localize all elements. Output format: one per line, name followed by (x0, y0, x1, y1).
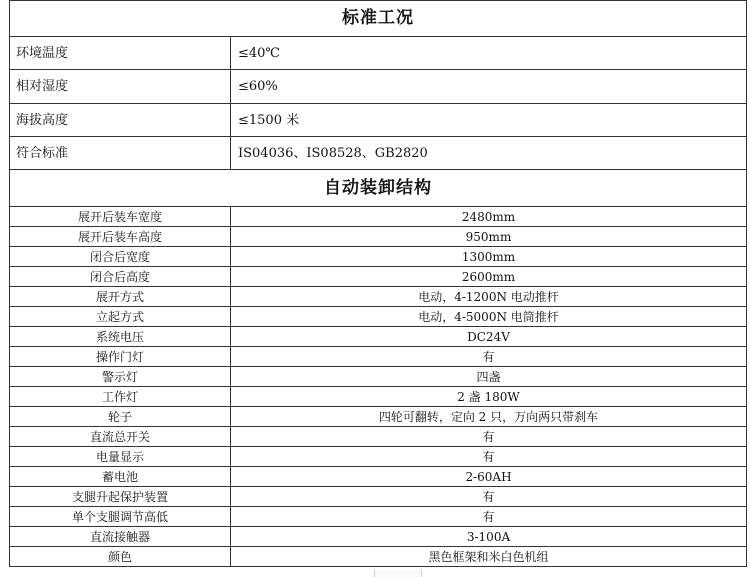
environment-value: ≤40℃ (231, 37, 747, 70)
structure-value: 有 (231, 427, 747, 447)
structure-key: 电量显示 (10, 447, 231, 467)
structure-row (10, 307, 747, 327)
structure-value: 电动，4-5000N 电筒推杆 (231, 307, 747, 327)
environment-key: 符合标准 (10, 137, 231, 170)
structure-row (10, 487, 747, 507)
structure-row (10, 547, 747, 567)
structure-key: 颜色 (10, 547, 231, 567)
structure-row (10, 507, 747, 527)
structure-row (10, 247, 747, 267)
environment-title-row (10, 1, 747, 37)
structure-value: 3-100A (231, 527, 747, 547)
structure-value: 有 (231, 507, 747, 527)
structure-value: 黑色框架和米白色机组 (231, 547, 747, 567)
structure-key: 闭合后宽度 (10, 247, 231, 267)
structure-key: 支腿升起保护装置 (10, 487, 231, 507)
structure-key: 蓄电池 (10, 467, 231, 487)
structure-row (10, 287, 747, 307)
environment-row (10, 137, 747, 170)
spec-table-body (10, 1, 747, 567)
environment-value: IS04036、IS08528、GB2820 (231, 137, 747, 170)
structure-value: 四轮可翻转，定向 2 只，万向两只带刹车 (231, 407, 747, 427)
structure-row (10, 367, 747, 387)
environment-title: 标准工况 (10, 1, 747, 37)
structure-row (10, 527, 747, 547)
environment-value: ≤1500 米 (231, 104, 747, 137)
structure-key: 工作灯 (10, 387, 231, 407)
environment-key: 相对湿度 (10, 70, 231, 104)
structure-key: 立起方式 (10, 307, 231, 327)
structure-row (10, 207, 747, 227)
structure-value: 有 (231, 347, 747, 367)
structure-value: 2480mm (231, 207, 747, 227)
structure-key: 操作门灯 (10, 347, 231, 367)
spec-table (9, 0, 747, 567)
structure-row (10, 407, 747, 427)
structure-value: 1300mm (231, 247, 747, 267)
sheet-tab-strip (9, 570, 746, 577)
structure-value: 2 盏 180W (231, 387, 747, 407)
structure-row (10, 467, 747, 487)
structure-value: DC24V (231, 327, 747, 347)
structure-value: 2600mm (231, 267, 747, 287)
structure-row (10, 227, 747, 247)
structure-title-row (10, 170, 747, 207)
environment-value: ≤60% (231, 70, 747, 104)
structure-row (10, 347, 747, 367)
environment-row (10, 104, 747, 137)
structure-row (10, 427, 747, 447)
structure-title: 自动装卸结构 (10, 170, 747, 207)
structure-key: 展开方式 (10, 287, 231, 307)
structure-key: 直流总开关 (10, 427, 231, 447)
structure-value: 电动，4-1200N 电动推杆 (231, 287, 747, 307)
environment-row (10, 70, 747, 104)
environment-key: 环境温度 (10, 37, 231, 70)
structure-key: 系统电压 (10, 327, 231, 347)
structure-value: 有 (231, 447, 747, 467)
structure-key: 直流接触器 (10, 527, 231, 547)
structure-row (10, 447, 747, 467)
environment-row (10, 37, 747, 70)
structure-value: 950mm (231, 227, 747, 247)
structure-key: 轮子 (10, 407, 231, 427)
structure-key: 单个支腿调节高低 (10, 507, 231, 527)
structure-value: 有 (231, 487, 747, 507)
structure-row (10, 327, 747, 347)
structure-key: 展开后装车宽度 (10, 207, 231, 227)
structure-row (10, 387, 747, 407)
sheet-tab[interactable] (374, 570, 422, 577)
structure-value: 四盏 (231, 367, 747, 387)
structure-key: 展开后装车高度 (10, 227, 231, 247)
structure-row (10, 267, 747, 287)
environment-key: 海拔高度 (10, 104, 231, 137)
structure-key: 警示灯 (10, 367, 231, 387)
structure-value: 2-60AH (231, 467, 747, 487)
structure-key: 闭合后高度 (10, 267, 231, 287)
